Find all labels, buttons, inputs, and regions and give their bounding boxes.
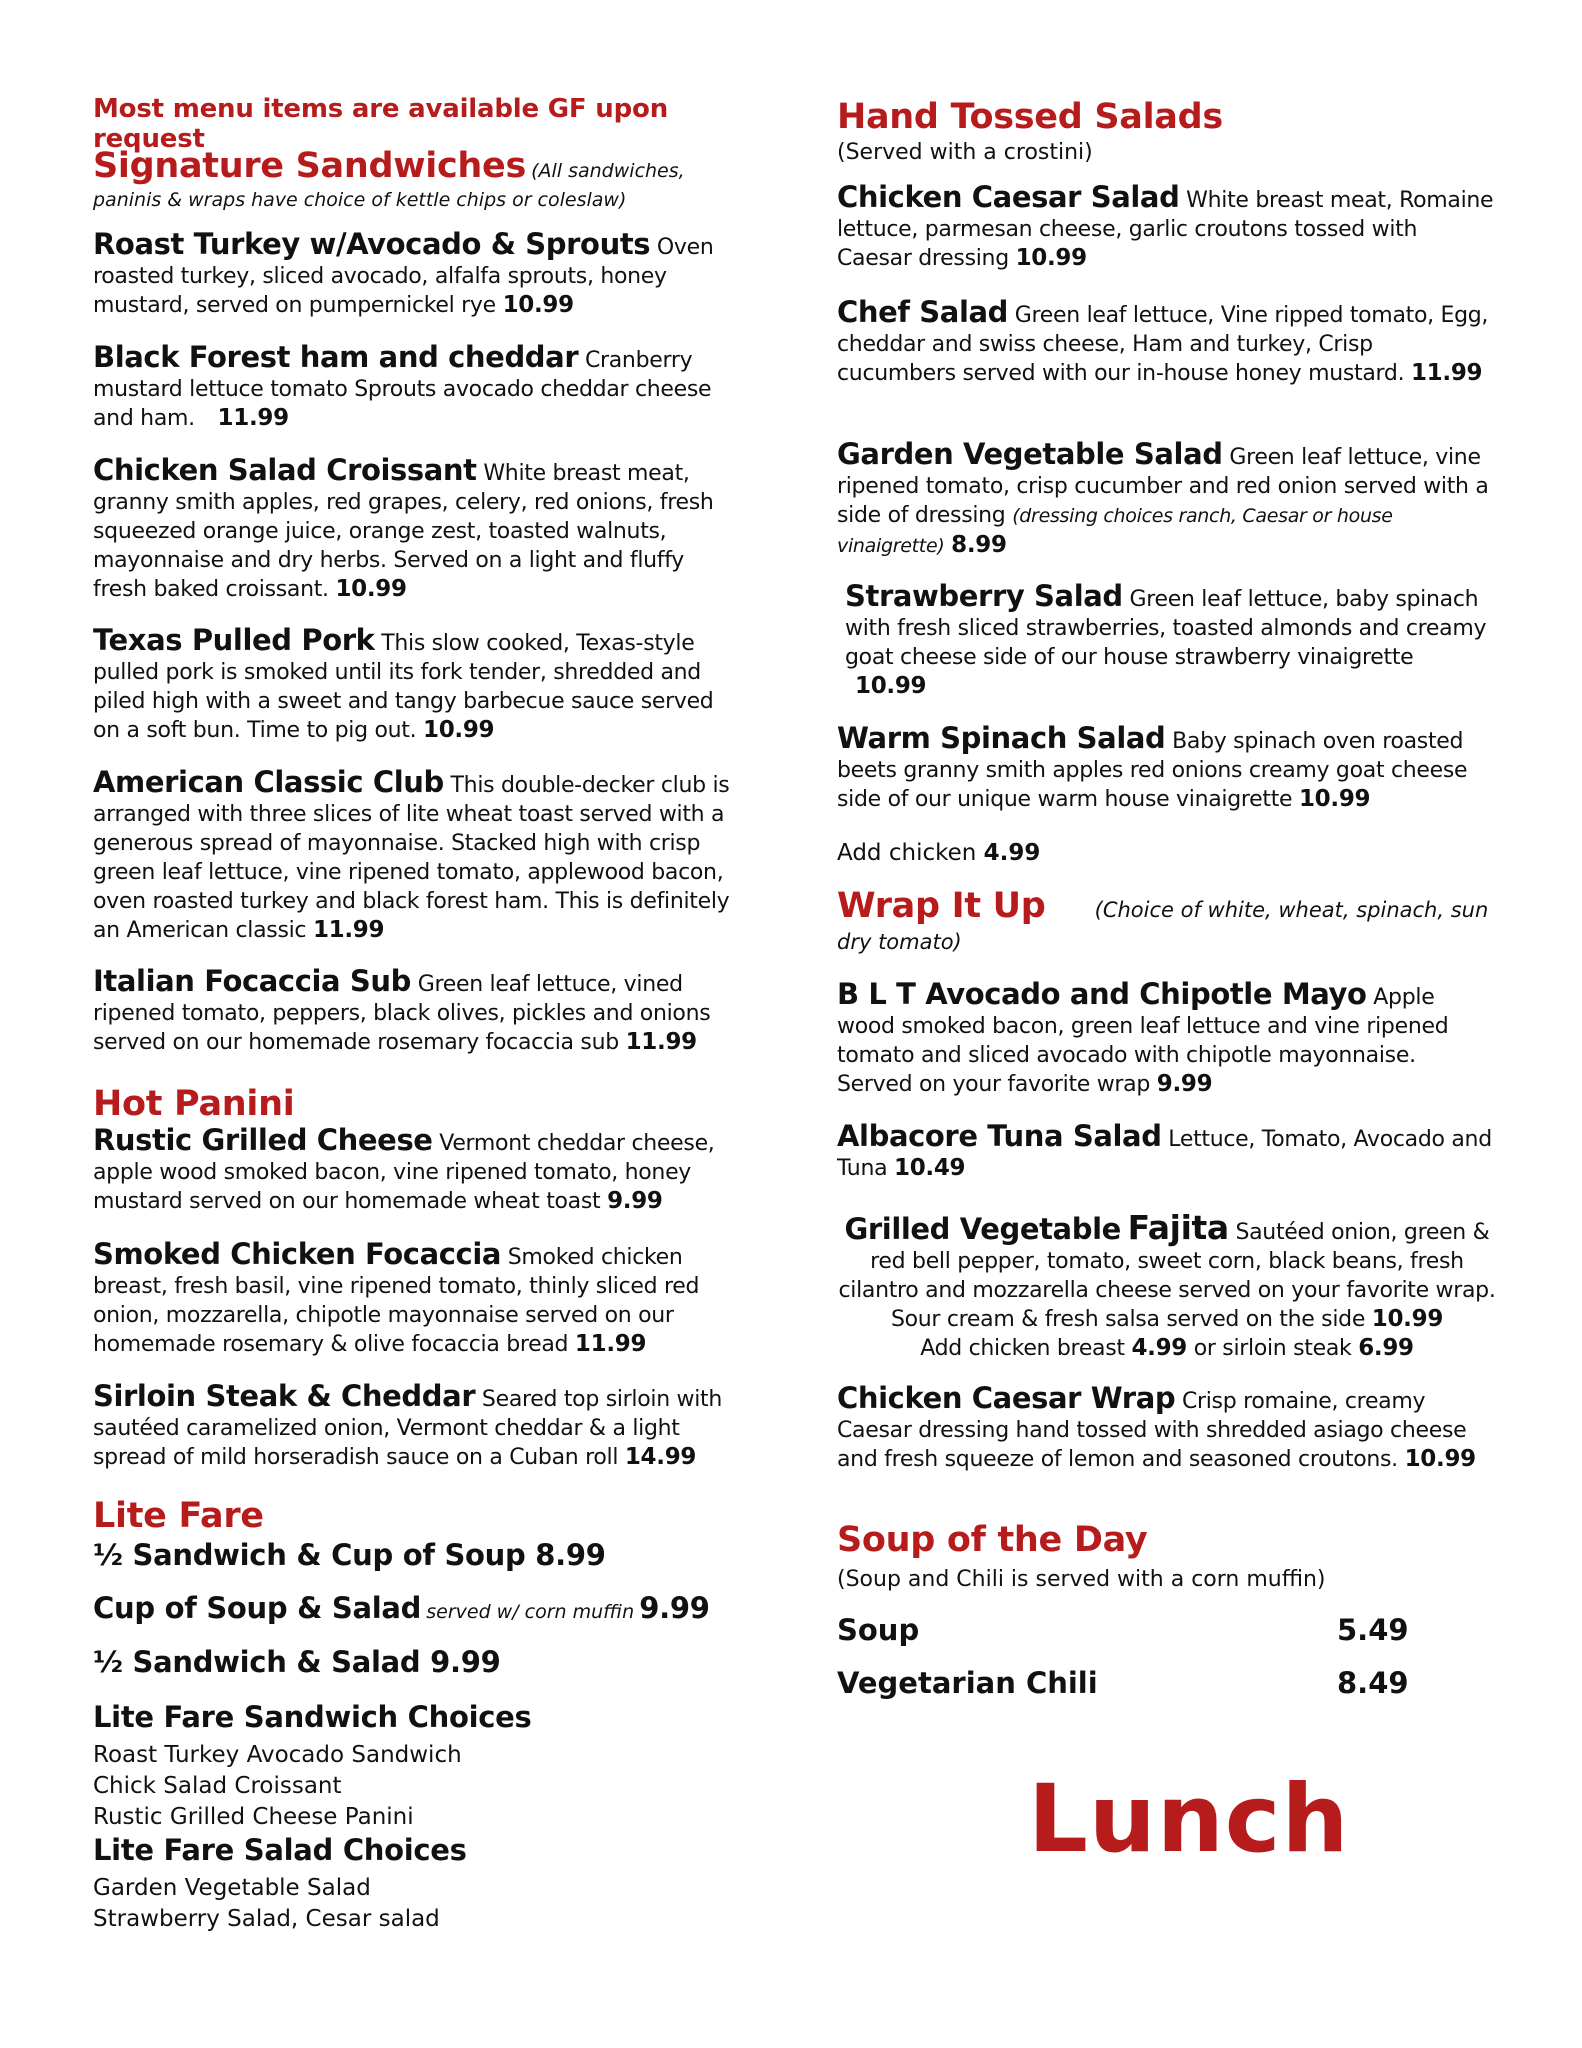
- soup-row: [837, 1666, 1497, 1700]
- section-title-lite: Lite Fare: [93, 1496, 264, 1536]
- item-price: 10.99: [1298, 786, 1371, 812]
- fajita-add-price-1: 4.99: [1131, 1335, 1187, 1361]
- menu-item: [93, 1237, 735, 1359]
- item-price: 10.99: [502, 292, 574, 318]
- signature-subtitle: (All sandwiches, paninis & wraps have choice of kettle chips or coleslaw): [93, 160, 685, 211]
- item-desc: Vermont cheddar cheese, apple wood smoked bacon, vine ripened tomato, honey mustard served on our homemade wheat toast: [93, 1131, 715, 1214]
- section-title-signature: Signature Sandwiches: [93, 146, 526, 186]
- lite-sandwich-1: Roast Turkey Avocado Sandwich: [93, 1742, 462, 1768]
- wraps-header: [837, 886, 1497, 959]
- menu-item: [837, 437, 1497, 561]
- item-desc: Sautéed onion, green & red bell pepper, tomato, sweet corn, black beans, fresh cilantro and mozzarella cheese served on your favorite wrap. Sour cream & fresh salsa served on the side: [838, 1220, 1496, 1332]
- item-price: 10.49: [893, 1155, 966, 1181]
- signature-header: [93, 146, 735, 215]
- item-name-2: Fajita: [1127, 1208, 1229, 1247]
- menu-item: [93, 964, 735, 1057]
- add-chicken-price: 4.99: [983, 840, 1041, 866]
- item-name: Smoked Chicken Focaccia: [93, 1237, 502, 1271]
- gf-note: Most menu items are available GF upon request: [93, 94, 668, 154]
- soup-price: 8.49: [1337, 1666, 1409, 1700]
- item-desc: Baby spinach oven roasted beets granny smith apples red onions creamy goat cheese side of our unique warm house vinaigrette: [837, 729, 1468, 812]
- item-name: Garden Vegetable Salad: [837, 437, 1223, 471]
- lite-salad-title: Lite Fare Salad Choices: [93, 1833, 467, 1867]
- item-price: 8.99: [951, 532, 1007, 558]
- add-chicken: [837, 838, 1497, 869]
- item-name: Rustic Grilled Cheese: [93, 1123, 433, 1157]
- lite-salad-2: Strawberry Salad, Cesar salad: [93, 1906, 440, 1932]
- section-title-salads: Hand Tossed Salads: [837, 97, 1223, 137]
- item-price: 11.99: [1410, 360, 1483, 386]
- menu-item: [93, 1123, 735, 1216]
- soup-name: Soup: [837, 1613, 920, 1647]
- soup-row: [837, 1613, 1497, 1647]
- item-price: 9.99: [1156, 1071, 1213, 1097]
- item-desc: Lettuce, Tomato, Avocado and Tuna: [837, 1127, 1492, 1181]
- item-desc: Cranberry mustard lettuce tomato Sprouts avocado cheddar cheese and ham.: [93, 348, 712, 431]
- soup-price: 5.49: [1337, 1613, 1409, 1647]
- menu-item: [837, 180, 1497, 273]
- item-desc: Seared top sirloin with sautéed caramelized onion, Vermont cheddar & a light spread of mild horseradish sauce on a Cuban roll: [93, 1387, 723, 1470]
- item-price: 10.99: [1015, 245, 1087, 271]
- item-name: Black Forest ham and cheddar: [93, 340, 579, 374]
- menu-item: [837, 1381, 1497, 1474]
- lite-line-2-name: Cup of Soup & Salad: [93, 1591, 422, 1625]
- item-name: Warm Spinach Salad: [837, 721, 1166, 755]
- item-price: 10.99: [1371, 1306, 1444, 1332]
- menu-item: [93, 765, 735, 945]
- menu-item: [93, 453, 735, 604]
- menu-item: [93, 1379, 735, 1472]
- item-name: Grilled Vegetable: [844, 1212, 1121, 1246]
- lite-sandwich-title: Lite Fare Sandwich Choices: [93, 1700, 532, 1734]
- wraps-subtitle: (Choice of white, wheat, spinach, sun dry tomato): [837, 898, 1489, 954]
- item-price: 9.99: [607, 1188, 663, 1214]
- section-title-panini: Hot Panini: [93, 1084, 295, 1124]
- lite-salad-1: Garden Vegetable Salad: [93, 1875, 371, 1901]
- item-name: Texas Pulled Pork: [93, 623, 375, 657]
- menu-item-fajita: [837, 1208, 1497, 1363]
- lite-sandwich-3: Rustic Grilled Cheese Panini: [93, 1804, 414, 1830]
- item-desc: Smoked chicken breast, fresh basil, vine ripened tomato, thinly sliced red onion, mozzarella, chipotle mayonnaise served on our homemade rosemary & olive focaccia bread: [93, 1245, 700, 1357]
- salads-subtitle: (Served with a crostini): [837, 140, 1093, 165]
- item-desc: Crisp romaine, creamy Caesar dressing hand tossed with shredded asiago cheese and fresh squeeze of lemon and seasoned croutons.: [837, 1389, 1467, 1472]
- item-price: 11.99: [312, 917, 385, 943]
- item-price: 14.99: [624, 1444, 697, 1470]
- item-name: Chef Salad: [837, 295, 1009, 329]
- item-desc: Green leaf lettuce, Vine ripped tomato, Egg, cheddar and swiss cheese, Ham and turkey, Crisp cucumbers served with our in-house honey mustard.: [837, 303, 1489, 386]
- item-price: 11.99: [625, 1029, 697, 1055]
- item-name: Albacore Tuna Salad: [837, 1119, 1162, 1153]
- item-note: (dressing choices ranch, Caesar or house vinaigrette): [837, 505, 1393, 557]
- fajita-add-or: or sirloin steak: [1193, 1336, 1352, 1361]
- item-desc: Apple wood smoked bacon, green leaf lettuce and vine ripened tomato and sliced avocado with chipotle mayonnaise. Served on your favorite wrap: [837, 985, 1449, 1097]
- menu-item: [837, 295, 1497, 388]
- menu-item: [837, 977, 1497, 1099]
- menu-item: [93, 227, 735, 320]
- item-price: 10.99: [1404, 1446, 1476, 1472]
- item-name: B L T Avocado and Chipotle Mayo: [837, 977, 1367, 1011]
- item-desc: This slow cooked, Texas-style pulled pork is smoked until its fork tender, shredded and piled high with a sweet and tangy barbecue sauce served on a soft bun. Time to pig out.: [93, 631, 714, 743]
- item-name: Chicken Caesar Salad: [837, 180, 1180, 214]
- item-price: 10.99: [335, 576, 407, 602]
- item-price: 10.99: [855, 673, 927, 699]
- item-price: 11.99: [217, 405, 289, 431]
- item-desc: White breast meat, Romaine lettuce, parmesan cheese, garlic croutons tossed with Caesar dressing: [837, 188, 1494, 271]
- soup-name: Vegetarian Chili: [837, 1666, 1098, 1700]
- item-name: Sirloin Steak & Cheddar: [93, 1379, 476, 1413]
- menu-item: [93, 623, 735, 745]
- fajita-add-price-2: 6.99: [1358, 1335, 1414, 1361]
- lite-line-2-note: served w/ corn muffin: [426, 1601, 635, 1623]
- item-name: Roast Turkey w/Avocado & Sprouts: [93, 227, 651, 261]
- item-name: American Classic Club: [93, 765, 444, 799]
- lite-line-2: [93, 1591, 735, 1625]
- item-desc: Green leaf lettuce, vined ripened tomato, peppers, black olives, pickles and onions served on our homemade rosemary focaccia sub: [93, 972, 711, 1055]
- item-desc: Oven roasted turkey, sliced avocado, alfalfa sprouts, honey mustard, served on pumpernickel rye: [93, 235, 714, 318]
- lunch-title: Lunch: [1028, 1765, 1350, 1874]
- menu-item: [837, 579, 1497, 701]
- item-name: Chicken Salad Croissant: [93, 453, 477, 487]
- item-name: Chicken Caesar Wrap: [837, 1381, 1176, 1415]
- item-name: Italian Focaccia Sub: [93, 964, 412, 998]
- add-chicken-label: Add chicken: [837, 840, 977, 866]
- item-desc: White breast meat, granny smith apples, red grapes, celery, red onions, fresh squeezed orange juice, orange zest, toasted walnuts, mayonnaise and dry herbs. Served on a light and fluffy fresh baked croissant.: [93, 461, 714, 602]
- lite-sandwich-2: Chick Salad Croissant: [93, 1773, 342, 1799]
- lite-line-2-price: 9.99: [639, 1591, 710, 1625]
- section-title-soup: Soup of the Day: [837, 1520, 1148, 1560]
- item-name: Strawberry Salad: [845, 579, 1123, 613]
- soup-subtitle: (Soup and Chili is served with a corn muffin): [837, 1567, 1326, 1592]
- item-price: 11.99: [574, 1331, 647, 1357]
- lite-line-3: ½ Sandwich & Salad 9.99: [93, 1645, 501, 1679]
- item-desc: Green leaf lettuce, vine ripened tomato, crisp cucumber and red onion served with a side of dressing: [837, 445, 1489, 528]
- fajita-add-label: Add chicken breast: [920, 1336, 1125, 1361]
- item-price: 10.99: [422, 717, 495, 743]
- menu-item: [837, 1119, 1497, 1183]
- lite-line-1: ½ Sandwich & Cup of Soup 8.99: [93, 1538, 606, 1572]
- item-desc: Green leaf lettuce, baby spinach with fresh sliced strawberries, toasted almonds and creamy goat cheese side of our house strawberry vinaigrette: [845, 587, 1487, 670]
- menu-item: [93, 340, 735, 433]
- section-title-wraps: Wrap It Up: [837, 886, 1046, 926]
- item-desc: This double-decker club is arranged with three slices of lite wheat toast served with a generous spread of mayonnaise. Stacked high with crisp green leaf lettuce, vine ripened tomato, applewood bacon, oven roasted turkey and black forest ham. This is definitely an American classic: [93, 773, 730, 943]
- menu-item: [837, 721, 1497, 814]
